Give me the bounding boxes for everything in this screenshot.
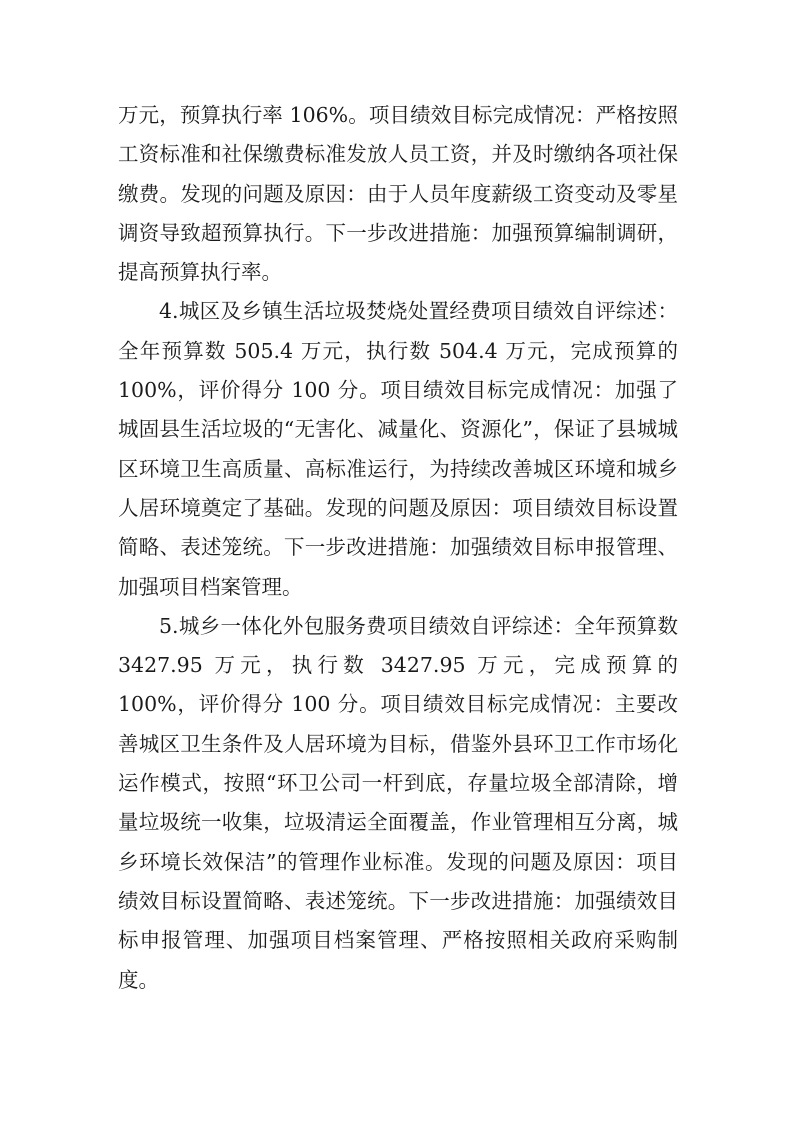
paragraph-item-5: 5.城乡一体化外包服务费项目绩效自评综述：全年预算数 3427.95 万元，执行数 3427.95 万元，完成预算的 100%，评价得分 100 分。项目绩效目标完成情况：主要改善城区卫生条件及人居环境为目标，借鉴外县环卫工作市场化运作模式，按照“环卫公司一杆到底，存量垃圾全部清除，增量垃圾统一收集，垃圾清运全面覆盖，作业管理相互分离，城乡环境长效保洁”的管理作业标准。发现的问题及原因：项目绩效目标设置简略、表述笼统。下一步改进措施：加强绩效目标申报管理、加强项目档案管理、严格按照相关政府采购制度。: [118, 613, 678, 992]
paragraph-continuation: 万元，预算执行率 106%。项目绩效目标完成情况：严格按照工资标准和社保缴费标准发放人员工资，并及时缴纳各项社保缴费。发现的问题及原因：由于人员年度薪级工资变动及零星调资导致超预算执行。下一步改进措施：加强预算编制调研，提高预算执行率。: [118, 103, 678, 285]
body-text: [118, 96, 678, 1000]
paragraph-item-4: 4.城区及乡镇生活垃圾焚烧处置经费项目绩效自评综述：全年预算数 505.4 万元，执行数 504.4 万元，完成预算的 100%，评价得分 100 分。项目绩效目标完成情况：加强了城固县生活垃圾的“无害化、减量化、资源化”，保证了县城城区环境卫生高质量、高标准运行，为持续改善城区环境和城乡人居环境奠定了基础。发现的问题及原因：项目绩效目标设置简略、表述笼统。下一步改进措施：加强绩效目标申报管理、加强项目档案管理。: [118, 299, 678, 599]
